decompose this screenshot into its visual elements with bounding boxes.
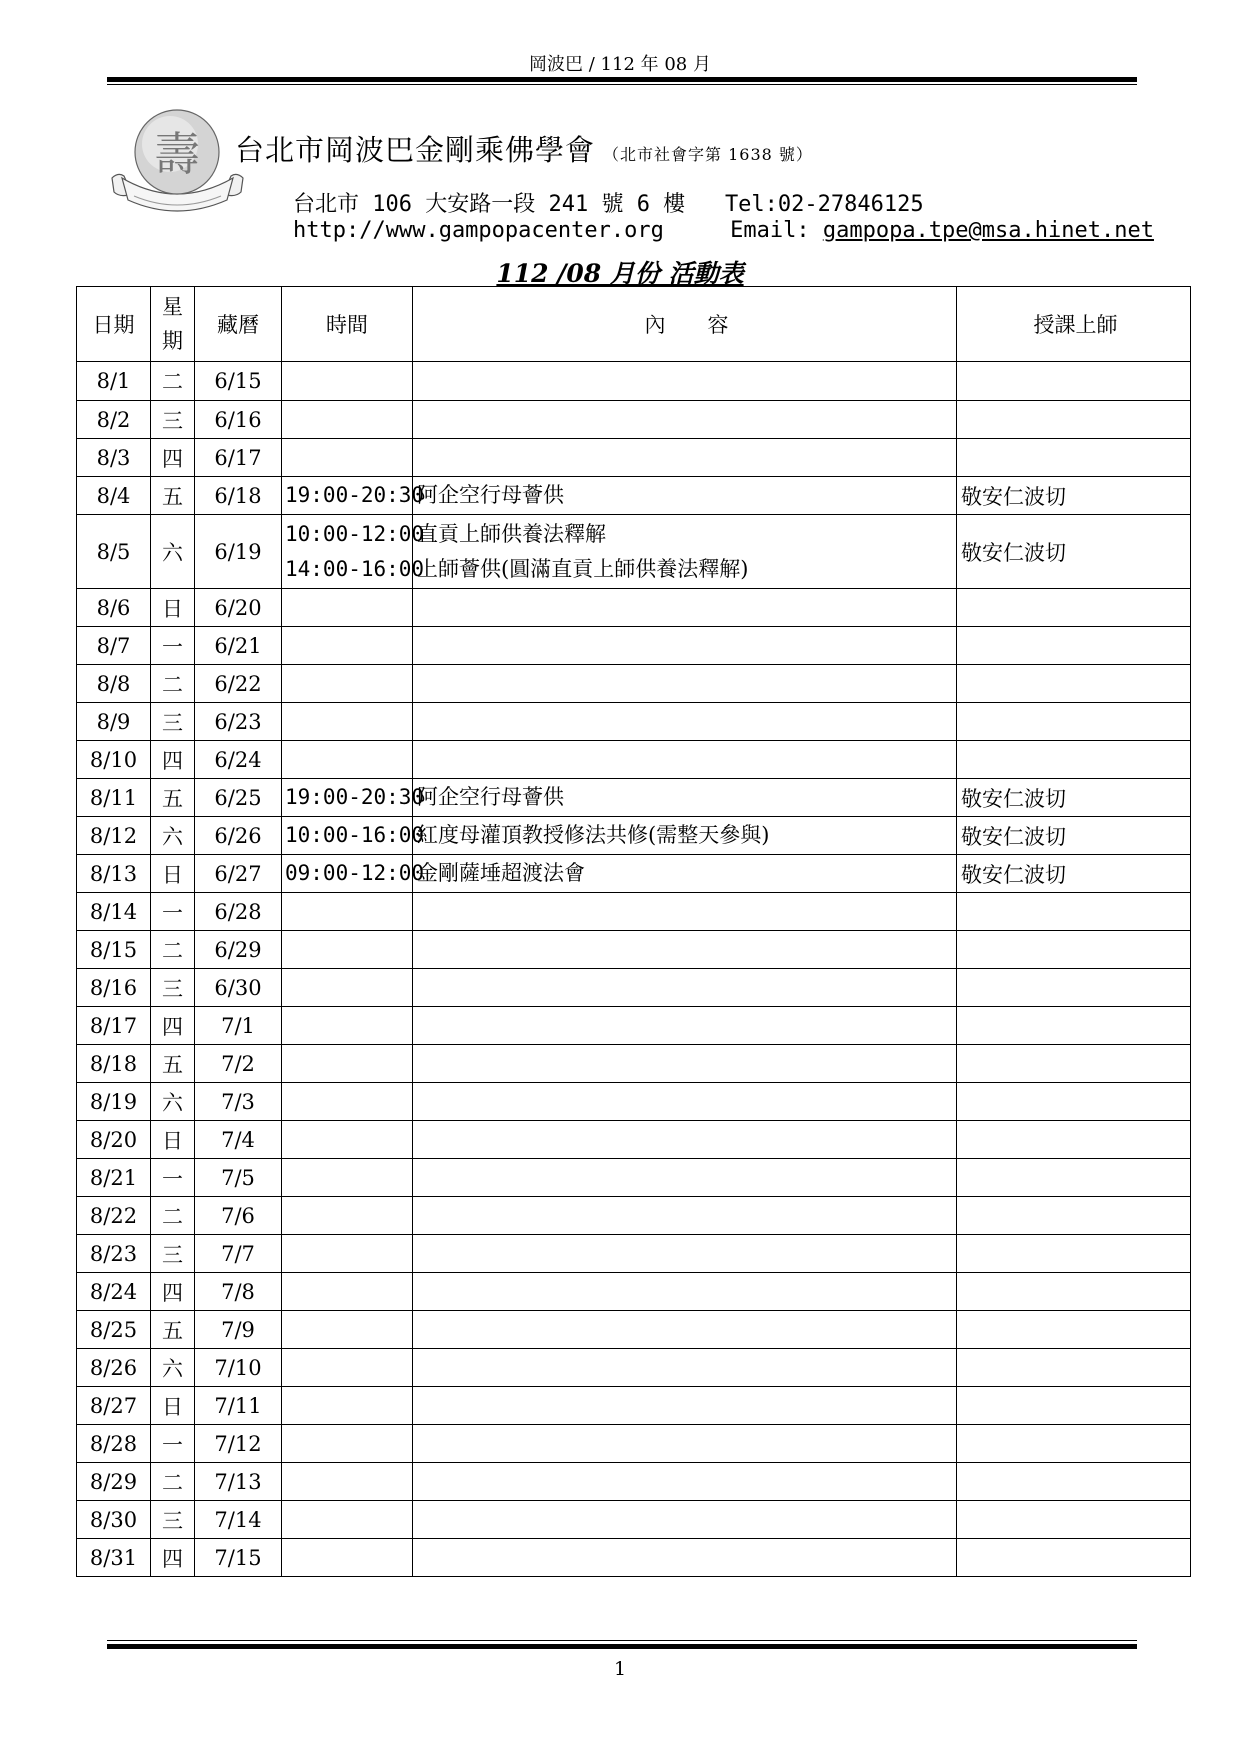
row-weekday: 一: [151, 893, 195, 931]
row-teacher: [957, 893, 1191, 931]
row-tibetan-date: 6/25: [195, 779, 282, 817]
row-teacher: [957, 1235, 1191, 1273]
row-tibetan-date: 7/7: [195, 1235, 282, 1273]
row-tibetan-date: 7/13: [195, 1463, 282, 1501]
row-tibetan-date: 7/8: [195, 1273, 282, 1311]
schedule-row: [77, 1121, 1191, 1159]
row-tibetan-date: 6/15: [195, 362, 282, 401]
row-time-entry: 14:00-16:00: [285, 556, 425, 581]
schedule-row: [77, 969, 1191, 1007]
row-time: [282, 893, 413, 931]
row-teacher: 敬安仁波切: [957, 515, 1191, 589]
page-number: 1: [613, 1658, 627, 1680]
row-date: 8/9: [77, 703, 151, 741]
row-time: [282, 1425, 413, 1463]
row-weekday: 一: [151, 627, 195, 665]
row-date: 8/13: [77, 855, 151, 893]
row-content: [413, 1159, 957, 1197]
row-weekday: 五: [151, 1311, 195, 1349]
row-teacher: [957, 969, 1191, 1007]
schedule-row: [77, 477, 1191, 515]
column-header-tibetan-calendar: 藏曆: [195, 287, 282, 362]
schedule-row: [77, 1349, 1191, 1387]
row-tibetan-date: 7/5: [195, 1159, 282, 1197]
row-teacher: [957, 1501, 1191, 1539]
row-tibetan-date: 7/14: [195, 1501, 282, 1539]
address-text: 台北市 106 大安路一段 241 號 6 樓: [293, 192, 686, 217]
email-link[interactable]: gampopa.tpe@msa.hinet.net: [822, 218, 1154, 243]
row-date: 8/21: [77, 1159, 151, 1197]
row-date: 8/30: [77, 1501, 151, 1539]
row-content: [413, 1501, 957, 1539]
row-teacher: [957, 1121, 1191, 1159]
column-header-date: 日期: [77, 287, 151, 362]
row-content: [413, 1463, 957, 1501]
row-weekday: 日: [151, 1121, 195, 1159]
row-content: [413, 741, 957, 779]
row-date: 8/24: [77, 1273, 151, 1311]
row-date: 8/7: [77, 627, 151, 665]
row-weekday: 三: [151, 1235, 195, 1273]
schedule-row: [77, 1235, 1191, 1273]
schedule-row: [77, 439, 1191, 477]
schedule-row: [77, 931, 1191, 969]
row-tibetan-date: 6/30: [195, 969, 282, 1007]
schedule-body: [77, 362, 1191, 1577]
footer-rule-thick: [107, 1644, 1137, 1649]
row-date: 8/18: [77, 1045, 151, 1083]
row-tibetan-date: 7/4: [195, 1121, 282, 1159]
row-content: [413, 779, 957, 817]
row-time-entry: 19:00-20:30: [285, 785, 425, 809]
row-content: [413, 1045, 957, 1083]
row-date: 8/12: [77, 817, 151, 855]
row-weekday: 一: [151, 1159, 195, 1197]
schedule-row: [77, 1083, 1191, 1121]
row-teacher: [957, 1425, 1191, 1463]
organization-name: [235, 128, 813, 169]
row-date: 8/5: [77, 515, 151, 589]
row-teacher: [957, 1539, 1191, 1577]
row-weekday: 二: [151, 665, 195, 703]
row-content: [413, 1235, 957, 1273]
row-tibetan-date: 7/11: [195, 1387, 282, 1425]
website-link[interactable]: http://www.gampopacenter.org: [293, 218, 664, 243]
row-teacher: [957, 362, 1191, 401]
row-content-entry: 金剛薩埵超渡法會: [417, 861, 585, 885]
row-teacher: [957, 1273, 1191, 1311]
row-tibetan-date: 7/1: [195, 1007, 282, 1045]
schedule-row: [77, 703, 1191, 741]
row-weekday: 三: [151, 703, 195, 741]
row-time: [282, 477, 425, 515]
row-content-entry: 阿企空行母薈供: [417, 483, 564, 507]
row-tibetan-date: 6/16: [195, 401, 282, 439]
row-date: 8/6: [77, 589, 151, 627]
row-time: [282, 1463, 413, 1501]
schedule-row: [77, 1273, 1191, 1311]
telephone-text: Tel:02-27846125: [724, 192, 924, 217]
schedule-row: [77, 741, 1191, 779]
row-tibetan-date: 7/9: [195, 1311, 282, 1349]
row-date: 8/15: [77, 931, 151, 969]
row-time: [282, 1197, 413, 1235]
row-time: [282, 969, 413, 1007]
row-tibetan-date: 7/12: [195, 1425, 282, 1463]
row-tibetan-date: 6/17: [195, 439, 282, 477]
schedule-row: [77, 1501, 1191, 1539]
row-content: [413, 1007, 957, 1045]
schedule-row: [77, 1425, 1191, 1463]
row-time: [282, 1349, 413, 1387]
schedule-row: [77, 589, 1191, 627]
row-date: 8/29: [77, 1463, 151, 1501]
row-date: 8/14: [77, 893, 151, 931]
row-weekday: 四: [151, 1273, 195, 1311]
row-teacher: [957, 1007, 1191, 1045]
row-time: [282, 741, 413, 779]
row-time-entry: 10:00-12:00: [285, 521, 425, 546]
row-date: 8/25: [77, 1311, 151, 1349]
schedule-row: [77, 362, 1191, 401]
row-teacher: [957, 1083, 1191, 1121]
row-date: 8/1: [77, 362, 151, 401]
row-weekday: 四: [151, 439, 195, 477]
row-content: [413, 1273, 957, 1311]
row-time-entry: 10:00-16:00: [285, 823, 425, 847]
schedule-row: [77, 515, 1191, 589]
running-head: 岡波巴 / 112 年 08 月: [529, 54, 711, 75]
schedule-row: [77, 817, 1191, 855]
row-date: 8/22: [77, 1197, 151, 1235]
row-tibetan-date: 6/28: [195, 893, 282, 931]
row-time: [282, 779, 425, 817]
row-time: [282, 589, 413, 627]
row-content: [413, 1121, 957, 1159]
row-time: [282, 1273, 413, 1311]
email-label: Email:: [730, 218, 810, 243]
row-weekday: 二: [151, 1197, 195, 1235]
row-weekday: 三: [151, 1501, 195, 1539]
row-content: [413, 477, 957, 515]
row-content: [413, 855, 957, 893]
row-tibetan-date: 6/24: [195, 741, 282, 779]
row-teacher: [957, 1349, 1191, 1387]
schedule-row: [77, 1311, 1191, 1349]
organization-registration: （北市社會字第 1638 號）: [603, 145, 813, 164]
row-date: 8/20: [77, 1121, 151, 1159]
contact-web-line: [293, 218, 1154, 243]
row-weekday: 三: [151, 969, 195, 1007]
row-time-entry: 19:00-20:30: [285, 483, 425, 507]
row-date: 8/28: [77, 1425, 151, 1463]
row-date: 8/11: [77, 779, 151, 817]
row-teacher: [957, 665, 1191, 703]
schedule-row: [77, 1045, 1191, 1083]
row-content: [413, 931, 957, 969]
row-teacher: [957, 589, 1191, 627]
row-teacher: [957, 1197, 1191, 1235]
row-teacher: 敬安仁波切: [957, 855, 1191, 893]
row-time: [282, 931, 413, 969]
row-date: 8/26: [77, 1349, 151, 1387]
row-tibetan-date: 6/21: [195, 627, 282, 665]
column-header-time: 時間: [282, 287, 413, 362]
row-tibetan-date: 7/6: [195, 1197, 282, 1235]
row-time: [282, 1235, 413, 1273]
row-weekday: 六: [151, 515, 195, 589]
schedule-row: [77, 1007, 1191, 1045]
row-date: 8/31: [77, 1539, 151, 1577]
row-teacher: [957, 1311, 1191, 1349]
svg-text:壽: 壽: [154, 127, 200, 181]
row-tibetan-date: 6/19: [195, 515, 282, 589]
row-weekday: 六: [151, 1083, 195, 1121]
row-content: [413, 627, 957, 665]
row-weekday: 二: [151, 1463, 195, 1501]
row-time: [282, 1159, 413, 1197]
row-time: [282, 362, 413, 401]
organization-logo: [110, 106, 245, 221]
row-time: [282, 1501, 413, 1539]
row-content-entry: 阿企空行母薈供: [417, 785, 564, 809]
schedule-row: [77, 665, 1191, 703]
row-weekday: 四: [151, 741, 195, 779]
row-content-entry: 直貢上師供養法釋解: [417, 521, 606, 546]
row-weekday: 六: [151, 1349, 195, 1387]
schedule-row: [77, 893, 1191, 931]
row-time: [282, 627, 413, 665]
row-content-entry: 紅度母灌頂教授修法共修(需整天參與): [417, 823, 770, 847]
row-weekday: 日: [151, 1387, 195, 1425]
row-time: [282, 703, 413, 741]
schedule-row: [77, 1159, 1191, 1197]
row-time: [282, 1121, 413, 1159]
activity-schedule-table: [76, 286, 1191, 1577]
row-content: [413, 589, 957, 627]
row-teacher: 敬安仁波切: [957, 817, 1191, 855]
row-time: [282, 665, 413, 703]
row-teacher: [957, 627, 1191, 665]
row-content-entry: 上師薈供(圓滿直貢上師供養法釋解): [417, 556, 749, 581]
row-date: 8/16: [77, 969, 151, 1007]
schedule-row: [77, 1387, 1191, 1425]
schedule-row: [77, 1539, 1191, 1577]
header-rule-thick: [107, 77, 1137, 82]
row-time: [282, 1045, 413, 1083]
row-content: [413, 1311, 957, 1349]
row-weekday: 日: [151, 589, 195, 627]
schedule-row: [77, 855, 1191, 893]
row-weekday: 三: [151, 401, 195, 439]
column-header-weekday-1: 星: [162, 295, 183, 319]
row-content: [413, 1349, 957, 1387]
row-tibetan-date: 6/18: [195, 477, 282, 515]
row-time: [282, 1311, 413, 1349]
row-teacher: [957, 703, 1191, 741]
column-header-content: 內 容: [413, 287, 957, 362]
row-teacher: [957, 1159, 1191, 1197]
row-teacher: [957, 401, 1191, 439]
row-content: [413, 665, 957, 703]
row-time: [282, 1083, 413, 1121]
row-tibetan-date: 6/26: [195, 817, 282, 855]
row-time: [282, 817, 425, 855]
schedule-row: [77, 1197, 1191, 1235]
schedule-row: [77, 1463, 1191, 1501]
row-teacher: [957, 741, 1191, 779]
row-content: [413, 1539, 957, 1577]
schedule-row: [77, 401, 1191, 439]
row-tibetan-date: 6/29: [195, 931, 282, 969]
row-weekday: 二: [151, 931, 195, 969]
row-content: [413, 893, 957, 931]
column-header-teacher: 授課上師: [957, 287, 1191, 362]
row-tibetan-date: 6/27: [195, 855, 282, 893]
document-title: [0, 254, 1240, 290]
row-time: [282, 439, 413, 477]
row-weekday: 六: [151, 817, 195, 855]
row-date: 8/19: [77, 1083, 151, 1121]
row-time-entry: 09:00-12:00: [285, 861, 425, 885]
row-content: [413, 1083, 957, 1121]
column-header-weekday-2: 期: [162, 329, 183, 353]
column-header-weekday: [151, 287, 195, 362]
row-teacher: [957, 931, 1191, 969]
row-weekday: 一: [151, 1425, 195, 1463]
row-date: 8/10: [77, 741, 151, 779]
row-date: 8/8: [77, 665, 151, 703]
row-content: [413, 703, 957, 741]
organization-name-text: 台北市岡波巴金剛乘佛學會: [235, 133, 596, 167]
row-content: [413, 515, 957, 589]
row-teacher: [957, 1387, 1191, 1425]
row-tibetan-date: 7/3: [195, 1083, 282, 1121]
row-date: 8/23: [77, 1235, 151, 1273]
row-time: [282, 401, 413, 439]
row-content: [413, 817, 957, 855]
row-content: [413, 362, 957, 401]
contact-address-line: [293, 187, 924, 218]
row-time: [282, 515, 425, 589]
row-date: 8/2: [77, 401, 151, 439]
row-content: [413, 439, 957, 477]
row-tibetan-date: 6/20: [195, 589, 282, 627]
row-content: [413, 401, 957, 439]
row-date: 8/27: [77, 1387, 151, 1425]
row-teacher: [957, 1045, 1191, 1083]
row-time: [282, 1539, 413, 1577]
row-time: [282, 1387, 413, 1425]
row-content: [413, 1197, 957, 1235]
row-date: 8/4: [77, 477, 151, 515]
row-weekday: 二: [151, 362, 195, 401]
document-title-text: 112 /08 月份 活動表: [496, 259, 744, 288]
row-tibetan-date: 6/22: [195, 665, 282, 703]
footer-rule-thin: [107, 1640, 1137, 1641]
row-date: 8/17: [77, 1007, 151, 1045]
schedule-row: [77, 779, 1191, 817]
row-tibetan-date: 6/23: [195, 703, 282, 741]
row-teacher: [957, 1463, 1191, 1501]
row-teacher: 敬安仁波切: [957, 779, 1191, 817]
row-time: [282, 855, 425, 893]
row-weekday: 五: [151, 1045, 195, 1083]
row-weekday: 五: [151, 477, 195, 515]
row-date: 8/3: [77, 439, 151, 477]
header-rule-thin: [107, 84, 1137, 85]
row-time: [282, 1007, 413, 1045]
schedule-row: [77, 627, 1191, 665]
row-teacher: 敬安仁波切: [957, 477, 1191, 515]
row-tibetan-date: 7/15: [195, 1539, 282, 1577]
row-content: [413, 969, 957, 1007]
row-tibetan-date: 7/2: [195, 1045, 282, 1083]
row-weekday: 四: [151, 1007, 195, 1045]
row-weekday: 四: [151, 1539, 195, 1577]
row-tibetan-date: 7/10: [195, 1349, 282, 1387]
row-content: [413, 1387, 957, 1425]
row-content: [413, 1425, 957, 1463]
table-header-row: [77, 287, 1191, 362]
row-teacher: [957, 439, 1191, 477]
row-weekday: 日: [151, 855, 195, 893]
row-weekday: 五: [151, 779, 195, 817]
